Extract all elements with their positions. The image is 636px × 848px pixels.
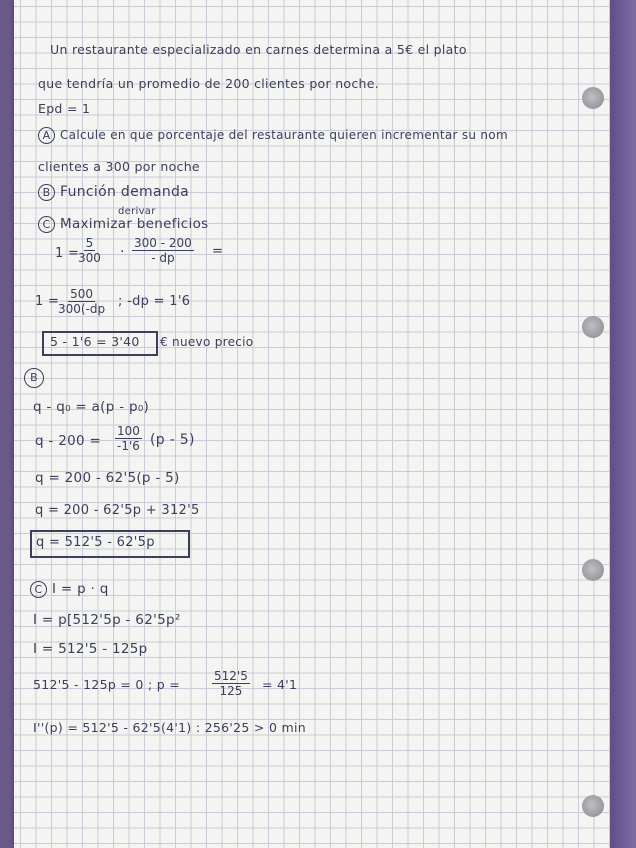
question-b-text: Función demanda xyxy=(60,184,190,200)
revenue-substitution: I = p[512'5p - 62'5p² xyxy=(33,612,181,628)
critical-point-eq: 512'5 - 125p = 0 ; p = xyxy=(33,677,181,692)
calc-b-row3: q = 200 - 62'5(p - 5) xyxy=(35,470,180,486)
fraction-quantity-change xyxy=(132,236,194,265)
point-slope-formula: q - q₀ = a(p - p₀) xyxy=(33,399,150,415)
section-b-circle: B xyxy=(24,368,44,388)
question-a-marker: A xyxy=(38,127,55,144)
calc-b-row2-rhs: (p - 5) xyxy=(150,432,195,448)
section-b-marker xyxy=(24,368,49,388)
question-c-marker: C xyxy=(38,216,55,233)
second-derivative-check: I''(p) = 512'5 - 62'5(4'1) : 256'25 > 0 min xyxy=(33,720,306,735)
elasticity-value: Epd = 1 xyxy=(38,101,91,116)
punch-hole xyxy=(582,316,604,338)
calc-b-row4: q = 200 - 62'5p + 312'5 xyxy=(35,503,200,518)
demand-function: q = 512'5 - 62'5p xyxy=(36,535,155,550)
fraction-row2 xyxy=(58,287,105,316)
new-price-calc: 5 - 1'6 = 3'40 xyxy=(50,334,140,349)
dp-result: ; -dp = 1'6 xyxy=(118,294,191,309)
multiply-dot: · xyxy=(120,244,125,260)
question-a xyxy=(38,127,508,144)
fraction-denominator: - dp xyxy=(151,251,175,265)
problem-statement-line-1: Un restaurante especializado en carnes determina a 5€ el plato xyxy=(50,42,467,57)
revenue-definition: I = p · q xyxy=(52,581,109,597)
derive-note: derivar xyxy=(118,206,156,217)
punch-hole xyxy=(582,559,604,581)
calc-b-row2-lhs: q - 200 = xyxy=(35,433,102,449)
punch-hole xyxy=(582,87,604,109)
section-c-circle: C xyxy=(30,581,47,598)
question-c-text: Maximizar beneficios xyxy=(60,216,209,232)
problem-statement-line-2: que tendría un promedio de 200 clientes por noche. xyxy=(38,76,380,91)
punch-hole xyxy=(582,795,604,817)
question-a-text: Calcule en que porcentaje del restaurante quieren incrementar su nom xyxy=(60,128,508,142)
critical-point-value: = 4'1 xyxy=(262,677,298,692)
calc-a-lhs: 1 = xyxy=(55,246,80,261)
critical-point-fraction xyxy=(212,669,250,698)
equals-sign: = xyxy=(212,244,224,259)
binder-strip xyxy=(610,0,632,848)
fraction-numerator: 300 - 200 xyxy=(134,236,192,250)
fraction-numerator: 512'5 xyxy=(214,669,248,683)
fraction-denominator: 300(-dp xyxy=(58,302,106,316)
question-c xyxy=(38,216,208,233)
fraction-numerator: 5 xyxy=(85,236,94,250)
revenue-derivative: I = 512'5 - 125p xyxy=(33,641,148,657)
fraction-denominator: 300 xyxy=(78,251,101,265)
fraction-numerator: 500 xyxy=(70,287,94,301)
question-b-marker: B xyxy=(38,184,55,201)
question-b xyxy=(38,184,189,201)
section-c-row1 xyxy=(30,581,109,598)
new-price-label: € nuevo precio xyxy=(160,335,254,349)
fraction-denominator: 125 xyxy=(219,684,243,698)
fraction-numerator: 100 xyxy=(117,424,140,438)
fraction-denominator: -1'6 xyxy=(117,439,140,453)
calc-a-row2-lhs: 1 = xyxy=(35,294,60,309)
slope-fraction xyxy=(115,424,142,453)
question-a-continued: clientes a 300 por noche xyxy=(38,159,200,174)
fraction-price-over-quantity xyxy=(78,236,101,265)
